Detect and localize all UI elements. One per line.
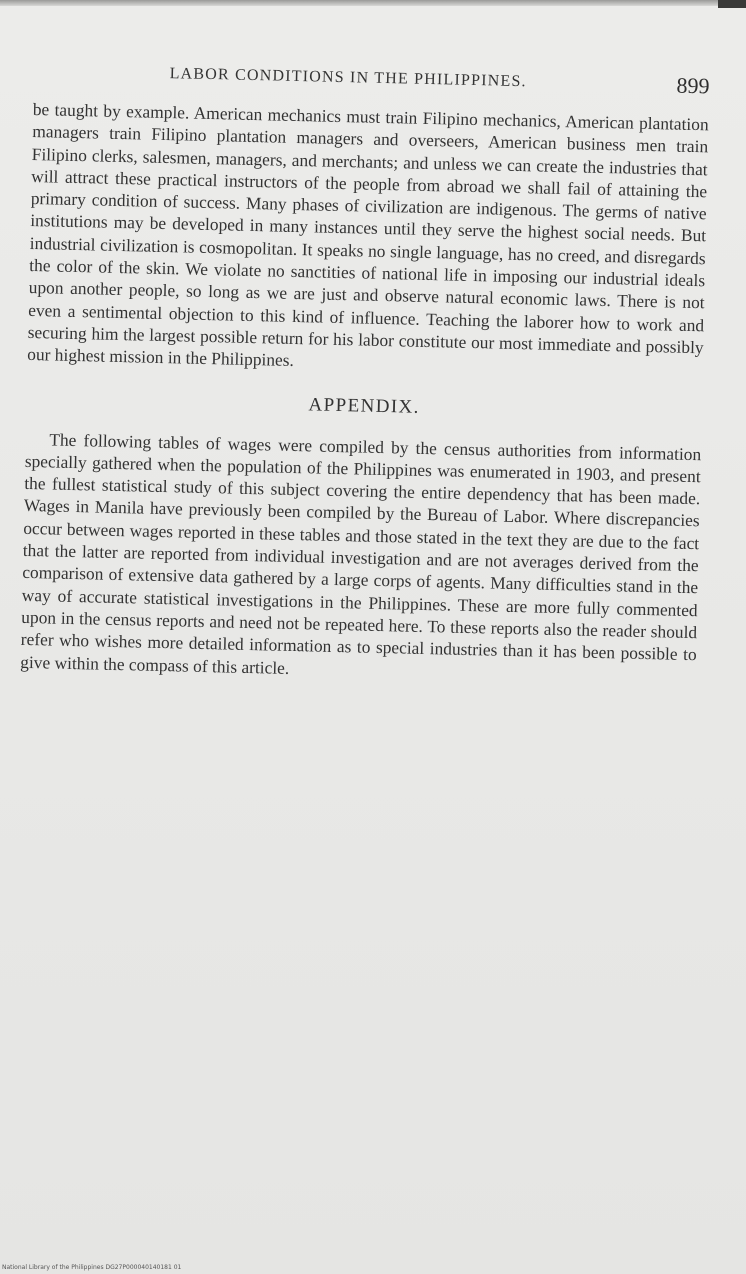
- page-corner-mark: [718, 0, 746, 8]
- body-paragraph-1: be taught by example. American mechanics must train Filipino mechanics, American plantation managers train Filipino plantation managers and overseers, American business men train Filipino clerks, salesmen, managers, and merchants; and unless we can create the industries that will attract these practical instructors of the people from abroad we shall fail of attaining the primary condition of success. Many phases of civilization are indigenous. The germs of native institutions may be developed in many instances until they serve the highest social needs. But industrial civilization is cosmopolitan. It speaks no single language, has no creed, and disregards the color of the skin. We violate no sanctities of national life in imposing our industrial ideals upon another people, so long as we are just and observe natural economic laws. There is not even a sentimental objection to this kind of influence. Teaching the laborer how to work and securing him the largest possible return for his labor constitute our most immediate and possibly our highest mission in the Philippines.: [27, 98, 709, 371]
- body-paragraph-2: The following tables of wages were compiled by the census authorities from information specially gathered when the population of the Philippines was enumerated in 1903, and present the fullest statistical study of this subject covering the entire dependency that has been made. Wages in Manila have previously been compiled by the Bureau of Labor. Where discrepancies occur between wages reported in these tables and those stated in the text they are due to the fact that the latter are reported from individual investigation and are not averages derived from the comparison of extensive data gathered by a large corps of agents. Many difficulties stand in the way of accurate statistical investigations in the Philippines. These are more fully commented upon in the census reports and need not be repeated here. To these reports also the reader should refer who wishes more detailed information as to special industries than it has been possible to give within the compass of this article.: [20, 429, 702, 678]
- page-number: 899: [676, 72, 710, 99]
- page-content: [20, 58, 710, 688]
- running-title: LABOR CONDITIONS IN THE PHILIPPINES.: [169, 65, 527, 91]
- appendix-heading: APPENDIX.: [308, 393, 421, 418]
- scan-footer-note: National Library of the Philippines DG27P000040140181 01: [2, 1264, 182, 1271]
- page-top-edge: [0, 0, 746, 6]
